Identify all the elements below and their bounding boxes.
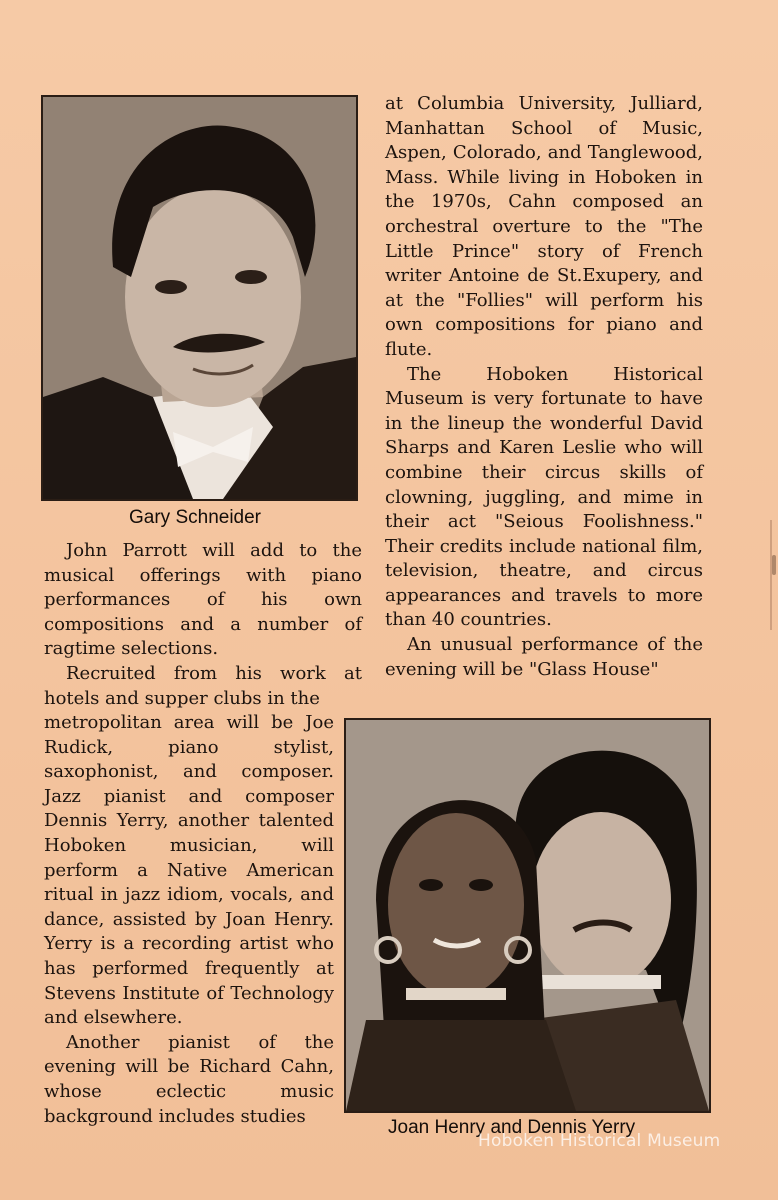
watermark-text: Hoboken Historical Museum [478, 1131, 721, 1151]
photo-caption: Gary Schneider [129, 507, 262, 528]
photo-joan-henry-dennis-yerry [344, 718, 711, 1113]
paragraph-glass-house: An unusual performance of the evening will be "Glass House" [385, 634, 703, 680]
paragraph-john-parrott: John Parrott will add to the musical offerings with piano performances of his own compositions and a number of ragtime selections. [44, 540, 362, 660]
paragraph-recruited-rest: metropolitan area will be Joe Rudick, piano stylist, saxophonist, and composer. Jazz pianist and composer Dennis Yerry, another talented Hoboken musician, will perform a Native American ritual in jazz idiom, vocals, and dance, assisted by Joan Henry. Yerry is a recording artist who has performed frequently at Stevens Institute of Technology and elsewhere. [44, 712, 334, 1029]
photo-caption: Joan Henry and Dennis Yerry [388, 1117, 636, 1138]
paragraph-recruited-start: Recruited from his work at hotels and supper clubs in the [44, 662, 362, 709]
paragraph-another-pianist: Another pianist of the evening will be Richard Cahn, whose eclectic music background includes studies [44, 1031, 334, 1127]
page-edge [770, 520, 772, 630]
photo-gary-schneider [41, 95, 358, 501]
staple-mark [772, 555, 776, 575]
left-column-bottom [44, 711, 334, 1129]
paragraph-cahn-studies: at Columbia University, Julliard, Manhattan School of Music, Aspen, Colorado, and Tanglewood, Mass. While living in Hoboken in the 1970s, Cahn composed an orchestral overture to the "The Little Prince" story of French writer Antoine de St.Exupery, and at the "Follies" will perform his own compositions for piano and flute. [385, 93, 703, 360]
paragraph-sharps-leslie: The Hoboken Historical Museum is very fortunate to have in the lineup the wonderful David Sharps and Karen Leslie who will combine their circus skills of clowning, juggling, and mime in their act "Seious Foolishness." Their credits include national film, television, theatre, and circus appearances and travels to more than 40 countries. [385, 363, 703, 631]
left-column-top [44, 539, 362, 711]
right-column [385, 92, 703, 682]
